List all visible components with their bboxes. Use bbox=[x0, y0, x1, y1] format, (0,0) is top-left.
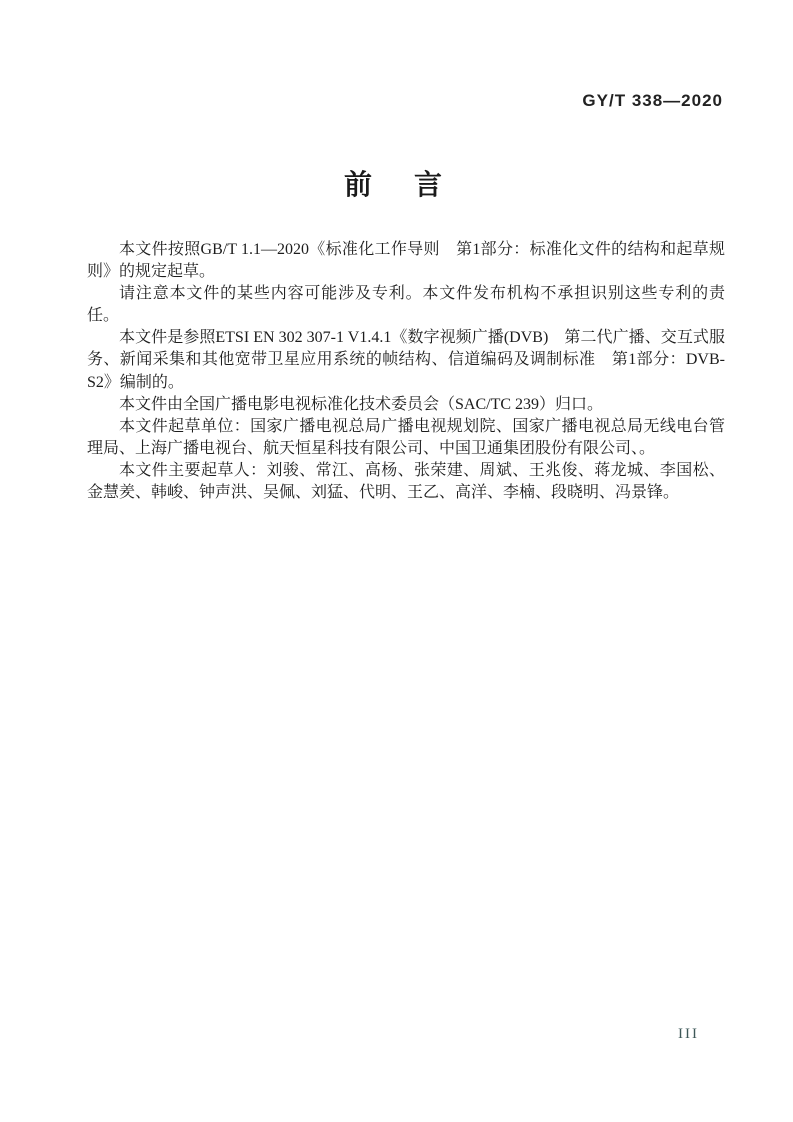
foreword-body bbox=[87, 239, 725, 504]
paragraph-committee: 本文件由全国广播电影电视标准化技术委员会（SAC/TC 239）归口。 bbox=[119, 395, 604, 413]
paragraph-reference-standard: 本文件是参照ETSI EN 302 307-1 V1.4.1《数字视频广播(DVB) 第二代广播、交互式服务、新闻采集和其他宽带卫星应用系统的帧结构、信道编码及调制标准 第1部分：DVB-S2》编制的。 bbox=[87, 329, 725, 391]
standard-number: GY/T 338—2020 bbox=[582, 91, 723, 110]
paragraph-main-drafters: 本文件主要起草人：刘骏、常江、高杨、张荣建、周斌、王兆俊、蒋龙城、李国松、金慧羑、韩峻、钟声洪、吴佩、刘猛、代明、王乙、高洋、李楠、段晓明、冯景锋。 bbox=[87, 461, 725, 502]
page-number: III bbox=[678, 1026, 699, 1042]
paragraph-drafting-organizations: 本文件起草单位：国家广播电视总局广播电视规划院、国家广播电视总局无线电台管理局、上海广播电视台、航天恒星科技有限公司、中国卫通集团股份有限公司、。 bbox=[87, 417, 725, 457]
paragraph-drafting-rules: 本文件按照GB/T 1.1—2020《标准化工作导则 第1部分：标准化文件的结构和起草规则》的规定起草。 bbox=[87, 241, 725, 281]
page-title: 前 言 bbox=[343, 169, 449, 200]
paragraph-patent-notice: 请注意本文件的某些内容可能涉及专利。本文件发布机构不承担识别这些专利的责任。 bbox=[87, 285, 725, 325]
